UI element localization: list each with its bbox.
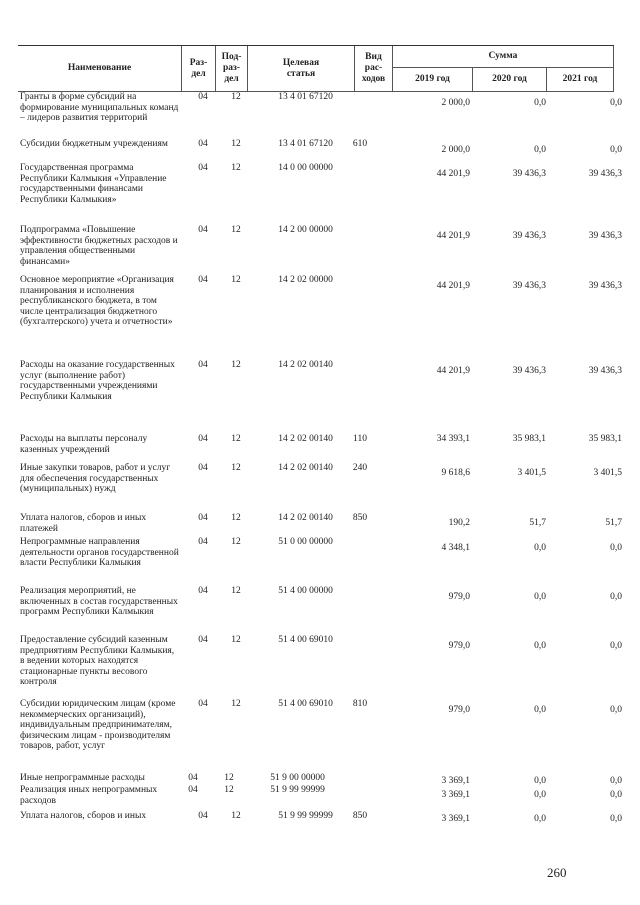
row-2020: 39 436,3 — [512, 366, 546, 376]
row-podrazdel: 12 — [231, 275, 241, 285]
row-podrazdel: 12 — [231, 699, 241, 709]
row-2021: 0,0 — [610, 543, 622, 553]
header-2020: 2020 год — [473, 68, 547, 92]
row-2020: 0,0 — [534, 592, 546, 602]
row-2021: 0,0 — [610, 98, 622, 108]
row-name: Реализация иных непрограммных расходов — [20, 785, 158, 806]
row-razdel: 04 — [198, 635, 208, 645]
row-2019: 44 201,9 — [436, 169, 470, 179]
row-2019: 2 000,0 — [441, 98, 470, 108]
row-razdel: 04 — [198, 537, 208, 547]
row-vid: 810 — [352, 699, 368, 709]
row-target: 51 4 00 00000 — [278, 586, 333, 596]
row-target: 51 0 00 00000 — [278, 537, 333, 547]
row-razdel: 04 — [198, 360, 208, 370]
row-name: Уплата налогов, сборов и иных платежей — [20, 513, 147, 534]
row-name: Иные закупки товаров, работ и услуг для обеспечения государственных (муниципальных) нужд — [20, 463, 171, 495]
row-target: 51 9 99 99999 — [278, 811, 333, 821]
row-target: 51 9 00 00000 — [270, 773, 325, 783]
row-razdel: 04 — [198, 463, 208, 473]
row-2019: 34 393,1 — [436, 434, 470, 444]
row-2021: 35 983,1 — [588, 434, 622, 444]
row-razdel: 04 — [198, 699, 208, 709]
row-2020: 0,0 — [534, 790, 546, 800]
row-target: 14 0 00 00000 — [278, 163, 333, 173]
row-2020: 0,0 — [534, 543, 546, 553]
row-name: Гранты в форме субсидий на формирование муниципальных команд – лидеров развития территорий — [20, 92, 179, 124]
row-2021: 0,0 — [610, 145, 622, 155]
row-2020: 51,7 — [529, 518, 546, 528]
row-name: Иные непрограммные расходы — [20, 773, 145, 783]
row-2020: 39 436,3 — [512, 231, 546, 241]
row-2021: 0,0 — [610, 790, 622, 800]
row-razdel: 04 — [198, 811, 208, 821]
row-razdel: 04 — [198, 275, 208, 285]
row-vid: 110 — [353, 434, 367, 444]
row-podrazdel: 12 — [231, 163, 241, 173]
row-name: Предоставление субсидий казенным предприятиям Республики Калмыкия, в ведении которых находятся стационарные пункты весового контроля — [20, 635, 175, 688]
row-name: Основное мероприятие «Организация планирования и исполнения республиканского бюджета, в том числе централизация бюджетного (бухгалтерского) учета и отчетности» — [20, 275, 174, 328]
row-2019: 979,0 — [448, 641, 470, 651]
row-2019: 44 201,9 — [436, 281, 470, 291]
row-2019: 3 369,1 — [441, 814, 470, 824]
row-target: 14 2 02 00140 — [278, 463, 333, 473]
row-razdel: 04 — [198, 513, 208, 523]
row-target: 14 2 02 00140 — [278, 360, 333, 370]
row-2021: 0,0 — [610, 776, 622, 786]
row-razdel: 04 — [198, 225, 208, 235]
row-podrazdel: 12 — [231, 586, 241, 596]
row-podrazdel: 12 — [224, 785, 234, 795]
row-name: Подпрограмма «Повышение эффективности бюджетных расходов и управления общественными финансами» — [20, 225, 178, 267]
page-number: 260 — [547, 865, 567, 880]
row-podrazdel: 12 — [231, 463, 241, 473]
row-2019: 190,2 — [448, 518, 470, 528]
row-2020: 0,0 — [534, 776, 546, 786]
row-2019: 2 000,0 — [441, 145, 470, 155]
header-podrazdel: Под- раз- дел — [216, 46, 248, 92]
row-podrazdel: 12 — [231, 811, 241, 821]
row-2019: 979,0 — [448, 592, 470, 602]
row-2021: 39 436,3 — [588, 169, 622, 179]
header-2021: 2021 год — [547, 68, 614, 92]
row-2019: 4 348,1 — [441, 543, 470, 553]
row-target: 13 4 01 67120 — [278, 139, 333, 149]
header-2019: 2019 год — [393, 68, 473, 92]
row-razdel: 04 — [198, 434, 208, 444]
row-name: Расходы на оказание государственных услуг (выполнение работ) государственными учреждениями Республики Калмыкия — [20, 360, 175, 402]
row-vid: 610 — [352, 139, 368, 149]
row-2021: 0,0 — [610, 641, 622, 651]
row-podrazdel: 12 — [231, 434, 241, 444]
row-razdel: 04 — [188, 773, 198, 783]
row-name: Уплата налогов, сборов и иных — [20, 811, 147, 821]
row-2019: 3 369,1 — [441, 790, 470, 800]
row-target: 13 4 01 67120 — [278, 92, 333, 102]
row-2020: 0,0 — [534, 705, 546, 715]
row-2021: 0,0 — [610, 592, 622, 602]
row-podrazdel: 12 — [231, 513, 241, 523]
row-2020: 0,0 — [534, 145, 546, 155]
row-2021: 3 401,5 — [593, 468, 622, 478]
row-vid: 240 — [352, 463, 368, 473]
row-2020: 0,0 — [534, 814, 546, 824]
row-2019: 3 369,1 — [441, 776, 470, 786]
row-name: Расходы на выплаты персоналу казенных учреждений — [20, 434, 148, 455]
row-2019: 9 618,6 — [441, 468, 470, 478]
row-2020: 39 436,3 — [512, 281, 546, 291]
row-target: 14 2 02 00140 — [278, 513, 333, 523]
table-header — [18, 46, 614, 92]
row-name: Субсидии юридическим лицам (кроме некоммерческих организаций), индивидуальным предпринимателям, физическим лицам - производителям товаров, работ, услуг — [20, 699, 176, 752]
row-razdel: 04 — [198, 92, 208, 102]
row-podrazdel: 12 — [231, 360, 241, 370]
row-2021: 39 436,3 — [588, 281, 622, 291]
row-2020: 0,0 — [534, 98, 546, 108]
row-2019: 44 201,9 — [436, 231, 470, 241]
row-vid: 850 — [352, 811, 368, 821]
row-2019: 44 201,9 — [436, 366, 470, 376]
row-target: 51 4 00 69010 — [278, 635, 333, 645]
row-2021: 0,0 — [610, 814, 622, 824]
row-target: 14 2 02 00000 — [278, 275, 333, 285]
row-podrazdel: 12 — [231, 635, 241, 645]
header-vid: Вид рас- ходов — [355, 46, 393, 92]
row-podrazdel: 12 — [231, 537, 241, 547]
row-vid: 850 — [352, 513, 368, 523]
header-summa: Сумма — [393, 46, 614, 68]
row-2020: 35 983,1 — [512, 434, 546, 444]
row-podrazdel: 12 — [231, 92, 241, 102]
row-razdel: 04 — [188, 785, 198, 795]
row-2020: 39 436,3 — [512, 169, 546, 179]
row-podrazdel: 12 — [224, 773, 234, 783]
row-razdel: 04 — [198, 163, 208, 173]
row-2021: 39 436,3 — [588, 366, 622, 376]
header-name: Наименование — [18, 46, 182, 92]
header-razdel: Раз- дел — [182, 46, 216, 92]
row-2019: 979,0 — [448, 705, 470, 715]
row-2021: 39 436,3 — [588, 231, 622, 241]
row-razdel: 04 — [198, 139, 208, 149]
row-2020: 3 401,5 — [517, 468, 546, 478]
row-name: Непрограммные направления деятельности органов государственной власти Республики Калмыкия — [20, 537, 179, 569]
row-name: Реализация мероприятий, не включенных в состав государственных программ Республики Калмыкия — [20, 586, 178, 618]
row-2020: 0,0 — [534, 641, 546, 651]
row-name: Государственная программа Республики Калмыкия «Управление государственными финансами Республики Калмыкия» — [20, 163, 167, 205]
row-2021: 0,0 — [610, 705, 622, 715]
row-target: 51 4 00 69010 — [278, 699, 333, 709]
row-name: Субсидии бюджетным учреждениям — [20, 139, 168, 149]
row-target: 51 9 99 99999 — [270, 785, 325, 795]
row-podrazdel: 12 — [231, 139, 241, 149]
row-podrazdel: 12 — [231, 225, 241, 235]
header-target: Целевая статья — [248, 46, 355, 92]
row-razdel: 04 — [198, 586, 208, 596]
row-target: 14 2 02 00140 — [278, 434, 333, 444]
row-2021: 51,7 — [605, 518, 622, 528]
row-target: 14 2 00 00000 — [278, 225, 333, 235]
